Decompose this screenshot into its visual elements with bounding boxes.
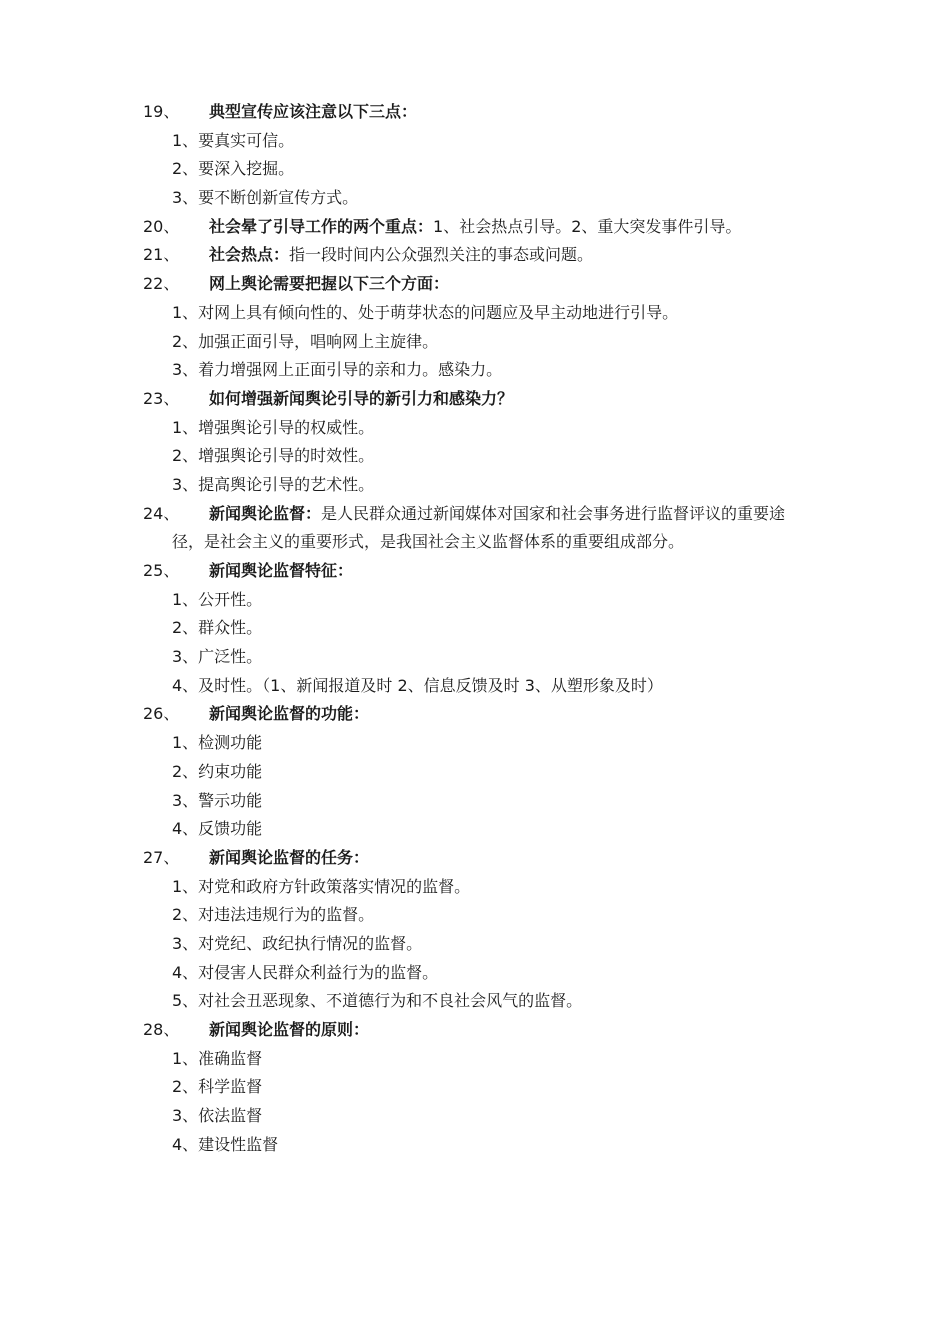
list-item: 1、对网上具有倾向性的、处于萌芽状态的问题应及早主动地进行引导。: [172, 302, 679, 322]
list-item: 3、警示功能: [172, 790, 263, 810]
section-heading: [143, 844, 823, 873]
list-item: 3、对党纪、政纪执行情况的监督。: [172, 933, 423, 953]
section-text: 是人民群众通过新闻媒体对国家和社会事务进行监督评议的重要途: [321, 503, 786, 523]
list-item: 1、对党和政府方针政策落实情况的监督。: [172, 876, 471, 896]
section-number: 24、: [143, 503, 180, 523]
section-number: 19、: [143, 102, 180, 121]
list-item: 4、反馈功能: [172, 819, 263, 839]
section-heading: [143, 241, 823, 270]
list-item: 2、加强正面引导，唱响网上主旋律。: [172, 331, 439, 351]
section-title: 社会晕了引导工作的两个重点：: [209, 216, 434, 236]
section-title: 新闻舆论监督的原则：: [209, 1020, 370, 1039]
list-item: 3、着力增强网上正面引导的亲和力。感染力。: [172, 360, 503, 380]
section-title: 新闻舆论监督特征：: [209, 561, 354, 580]
section-text: 1、社会热点引导。2、重大突发事件引导。: [433, 216, 742, 236]
section-text: 指一段时间内公众强烈关注的事态或问题。: [289, 245, 594, 265]
document-content: [143, 98, 823, 1159]
list-item: 1、增强舆论引导的权威性。: [172, 417, 375, 437]
section-title: 网上舆论需要把握以下三个方面：: [209, 274, 450, 294]
section-title: 典型宣传应该注意以下三点：: [209, 102, 418, 121]
list-item: 1、准确监督: [172, 1048, 263, 1068]
list-item: 3、依法监督: [172, 1106, 263, 1126]
section-number: 23、: [143, 388, 180, 408]
section-heading: [143, 213, 823, 242]
section-title: 如何增强新闻舆论引导的新引力和感染力？: [209, 388, 514, 408]
list-item: 2、要深入挖掘。: [172, 159, 295, 179]
section-number: 26、: [143, 704, 180, 724]
section-heading: [143, 500, 823, 529]
section-number: 22、: [143, 274, 180, 294]
list-item: 2、对违法违规行为的监督。: [172, 905, 375, 925]
list-item: 1、公开性。: [172, 589, 263, 609]
section-title: 社会热点：: [209, 245, 290, 265]
list-item: 4、及时性。（1、新闻报道及时 2、信息反馈及时 3、从塑形象及时）: [172, 675, 663, 695]
section-number: 20、: [143, 216, 180, 236]
list-item: 4、建设性监督: [172, 1134, 279, 1154]
section-number: 25、: [143, 561, 180, 580]
section-heading: [143, 557, 823, 586]
section-text-continued: 径，是社会主义的重要形式，是我国社会主义监督体系的重要组成部分。: [172, 532, 685, 552]
list-item: 2、科学监督: [172, 1077, 263, 1097]
list-item: 5、对社会丑恶现象、不道德行为和不良社会风气的监督。: [172, 991, 583, 1011]
list-item: 4、对侵害人民群众利益行为的监督。: [172, 962, 439, 982]
list-item: 2、约束功能: [172, 761, 263, 781]
section-title: 新闻舆论监督：: [209, 503, 322, 523]
list-item: 3、提高舆论引导的艺术性。: [172, 474, 375, 494]
section-number: 21、: [143, 245, 180, 265]
list-item: 3、要不断创新宣传方式。: [172, 188, 359, 208]
section-heading: [143, 98, 823, 127]
section-title: 新闻舆论监督的功能：: [209, 704, 370, 724]
section-title: 新闻舆论监督的任务：: [209, 847, 370, 867]
list-item: 2、群众性。: [172, 618, 263, 638]
list-item: 1、要真实可信。: [172, 130, 295, 150]
section-number: 27、: [143, 847, 180, 867]
list-item: 1、检测功能: [172, 733, 263, 753]
section-number: 28、: [143, 1020, 180, 1039]
list-item: 3、广泛性。: [172, 647, 263, 667]
section-heading: [143, 1016, 823, 1045]
section-heading: [143, 700, 823, 729]
section-heading: [143, 270, 823, 299]
section-heading: [143, 385, 823, 414]
list-item: 2、增强舆论引导的时效性。: [172, 446, 375, 466]
